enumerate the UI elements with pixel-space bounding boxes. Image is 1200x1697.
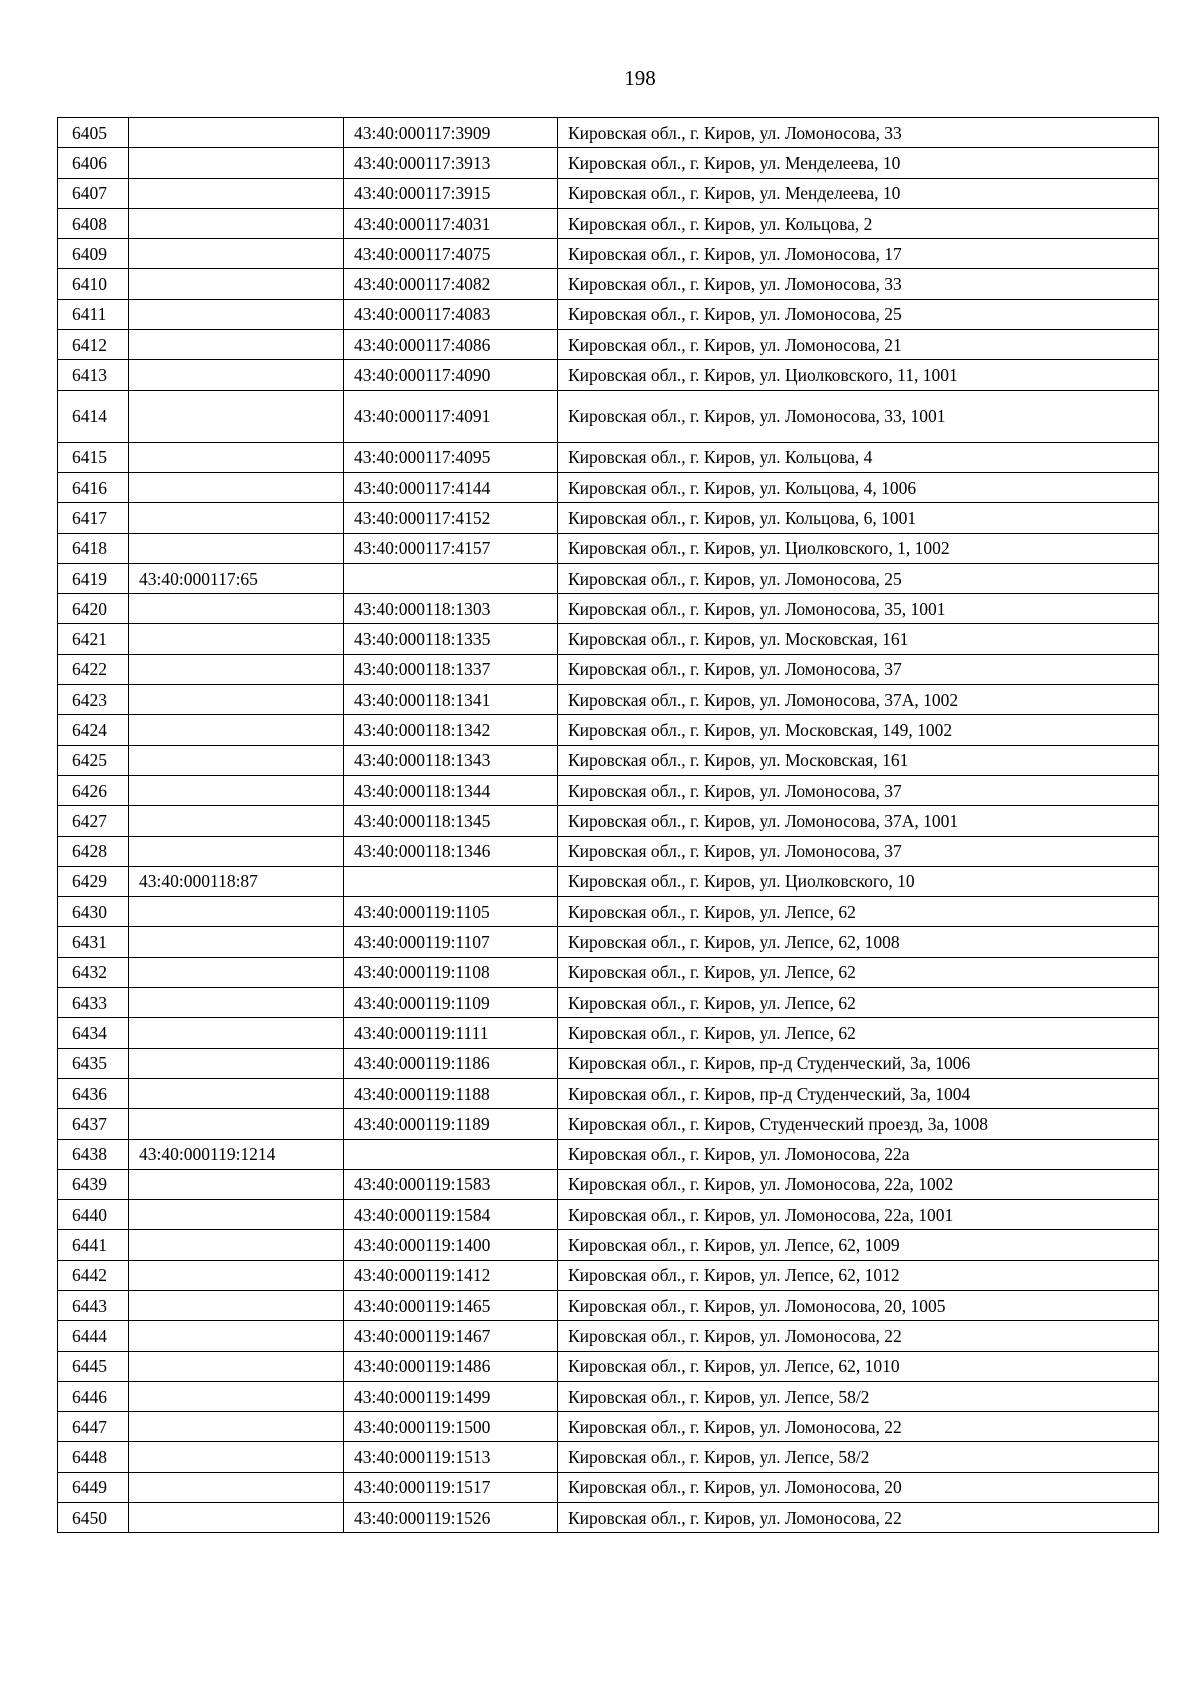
address-cell: Кировская обл., г. Киров, ул. Кольцова, 4	[558, 442, 1159, 472]
address-cell: Кировская обл., г. Киров, ул. Ломоносова, 22	[558, 1321, 1159, 1351]
parcel-cadastral-number-cell	[129, 472, 344, 502]
parcel-cadastral-number-cell	[129, 148, 344, 178]
row-number-cell: 6405	[58, 118, 129, 148]
parcel-cadastral-number-cell	[129, 988, 344, 1018]
table-row	[58, 299, 1159, 329]
table-row	[58, 118, 1159, 148]
table-row	[58, 1321, 1159, 1351]
parcel-cadastral-number-cell	[129, 360, 344, 390]
object-cadastral-number-cell: 43:40:000117:4086	[344, 330, 558, 360]
object-cadastral-number-cell: 43:40:000117:4090	[344, 360, 558, 390]
address-cell: Кировская обл., г. Киров, ул. Менделеева, 10	[558, 148, 1159, 178]
table-row	[58, 442, 1159, 472]
parcel-cadastral-number-cell	[129, 269, 344, 299]
table-row	[58, 654, 1159, 684]
table-row	[58, 1200, 1159, 1230]
row-number-cell: 6422	[58, 654, 129, 684]
row-number-cell: 6423	[58, 685, 129, 715]
parcel-cadastral-number-cell	[129, 1048, 344, 1078]
table-row	[58, 836, 1159, 866]
row-number-cell: 6433	[58, 988, 129, 1018]
table-row	[58, 1048, 1159, 1078]
parcel-cadastral-number-cell	[129, 1018, 344, 1048]
parcel-cadastral-number-cell	[129, 1200, 344, 1230]
table-row	[58, 1472, 1159, 1502]
parcel-cadastral-number-cell	[129, 1290, 344, 1320]
parcel-cadastral-number-cell	[129, 654, 344, 684]
table-row	[58, 594, 1159, 624]
parcel-cadastral-number-cell	[129, 1472, 344, 1502]
object-cadastral-number-cell	[344, 866, 558, 896]
row-number-cell: 6432	[58, 957, 129, 987]
parcel-cadastral-number-cell	[129, 178, 344, 208]
parcel-cadastral-number-cell	[129, 1503, 344, 1533]
address-cell: Кировская обл., г. Киров, Студенческий проезд, 3а, 1008	[558, 1109, 1159, 1139]
row-number-cell: 6419	[58, 563, 129, 593]
parcel-cadastral-number-cell	[129, 118, 344, 148]
table-row	[58, 806, 1159, 836]
table-row	[58, 1169, 1159, 1199]
row-number-cell: 6428	[58, 836, 129, 866]
table-row	[58, 178, 1159, 208]
address-cell: Кировская обл., г. Киров, пр-д Студенческий, 3а, 1004	[558, 1078, 1159, 1108]
address-cell: Кировская обл., г. Киров, ул. Кольцова, 6, 1001	[558, 503, 1159, 533]
row-number-cell: 6438	[58, 1139, 129, 1169]
parcel-cadastral-number-cell	[129, 745, 344, 775]
address-cell: Кировская обл., г. Киров, ул. Лепсе, 58/2	[558, 1381, 1159, 1411]
parcel-cadastral-number-cell: 43:40:000117:65	[129, 563, 344, 593]
address-cell: Кировская обл., г. Киров, ул. Циолковского, 11, 1001	[558, 360, 1159, 390]
object-cadastral-number-cell: 43:40:000118:1345	[344, 806, 558, 836]
row-number-cell: 6414	[58, 390, 129, 442]
table-row	[58, 1078, 1159, 1108]
object-cadastral-number-cell: 43:40:000117:4091	[344, 390, 558, 442]
object-cadastral-number-cell: 43:40:000119:1107	[344, 927, 558, 957]
address-cell: Кировская обл., г. Киров, ул. Ломоносова, 22а	[558, 1139, 1159, 1169]
address-cell: Кировская обл., г. Киров, ул. Ломоносова, 37А, 1001	[558, 806, 1159, 836]
address-cell: Кировская обл., г. Киров, ул. Ломоносова, 17	[558, 239, 1159, 269]
parcel-cadastral-number-cell	[129, 594, 344, 624]
parcel-cadastral-number-cell	[129, 390, 344, 442]
address-cell: Кировская обл., г. Киров, пр-д Студенческий, 3а, 1006	[558, 1048, 1159, 1078]
row-number-cell: 6434	[58, 1018, 129, 1048]
address-cell: Кировская обл., г. Киров, ул. Ломоносова, 25	[558, 299, 1159, 329]
table-row	[58, 1290, 1159, 1320]
address-cell: Кировская обл., г. Киров, ул. Кольцова, 2	[558, 208, 1159, 238]
address-cell: Кировская обл., г. Киров, ул. Лепсе, 62, 1009	[558, 1230, 1159, 1260]
address-cell: Кировская обл., г. Киров, ул. Лепсе, 62, 1012	[558, 1260, 1159, 1290]
table-row	[58, 503, 1159, 533]
parcel-cadastral-number-cell	[129, 624, 344, 654]
parcel-cadastral-number-cell	[129, 897, 344, 927]
table-row	[58, 1139, 1159, 1169]
table-row	[58, 148, 1159, 178]
table-row	[58, 1381, 1159, 1411]
address-cell: Кировская обл., г. Киров, ул. Ломоносова, 21	[558, 330, 1159, 360]
parcel-cadastral-number-cell	[129, 1169, 344, 1199]
object-cadastral-number-cell: 43:40:000117:4075	[344, 239, 558, 269]
object-cadastral-number-cell: 43:40:000119:1465	[344, 1290, 558, 1320]
object-cadastral-number-cell: 43:40:000119:1500	[344, 1412, 558, 1442]
object-cadastral-number-cell	[344, 1139, 558, 1169]
address-cell: Кировская обл., г. Киров, ул. Лепсе, 62	[558, 988, 1159, 1018]
object-cadastral-number-cell: 43:40:000119:1526	[344, 1503, 558, 1533]
address-cell: Кировская обл., г. Киров, ул. Кольцова, 4, 1006	[558, 472, 1159, 502]
row-number-cell: 6408	[58, 208, 129, 238]
table-row	[58, 208, 1159, 238]
object-cadastral-number-cell: 43:40:000119:1111	[344, 1018, 558, 1048]
address-cell: Кировская обл., г. Киров, ул. Лепсе, 62	[558, 1018, 1159, 1048]
object-cadastral-number-cell: 43:40:000118:1344	[344, 775, 558, 805]
parcel-cadastral-number-cell	[129, 806, 344, 836]
table-row	[58, 1503, 1159, 1533]
row-number-cell: 6439	[58, 1169, 129, 1199]
object-cadastral-number-cell: 43:40:000119:1108	[344, 957, 558, 987]
parcel-cadastral-number-cell	[129, 1442, 344, 1472]
table-row	[58, 360, 1159, 390]
address-cell: Кировская обл., г. Киров, ул. Московская, 161	[558, 745, 1159, 775]
row-number-cell: 6441	[58, 1230, 129, 1260]
table-row	[58, 715, 1159, 745]
parcel-cadastral-number-cell: 43:40:000119:1214	[129, 1139, 344, 1169]
address-cell: Кировская обл., г. Киров, ул. Лепсе, 62, 1008	[558, 927, 1159, 957]
table-row	[58, 1109, 1159, 1139]
row-number-cell: 6445	[58, 1351, 129, 1381]
object-cadastral-number-cell: 43:40:000119:1400	[344, 1230, 558, 1260]
object-cadastral-number-cell: 43:40:000117:4031	[344, 208, 558, 238]
row-number-cell: 6413	[58, 360, 129, 390]
row-number-cell: 6421	[58, 624, 129, 654]
table-row	[58, 957, 1159, 987]
table-row	[58, 685, 1159, 715]
address-cell: Кировская обл., г. Киров, ул. Московская, 149, 1002	[558, 715, 1159, 745]
registry-table	[57, 117, 1159, 1533]
address-cell: Кировская обл., г. Киров, ул. Ломоносова, 20	[558, 1472, 1159, 1502]
table-row	[58, 1260, 1159, 1290]
row-number-cell: 6431	[58, 927, 129, 957]
address-cell: Кировская обл., г. Киров, ул. Ломоносова, 22а, 1001	[558, 1200, 1159, 1230]
parcel-cadastral-number-cell	[129, 1381, 344, 1411]
address-cell: Кировская обл., г. Киров, ул. Циолковского, 1, 1002	[558, 533, 1159, 563]
row-number-cell: 6449	[58, 1472, 129, 1502]
table-row	[58, 1442, 1159, 1472]
table-row	[58, 239, 1159, 269]
row-number-cell: 6411	[58, 299, 129, 329]
row-number-cell: 6446	[58, 1381, 129, 1411]
row-number-cell: 6410	[58, 269, 129, 299]
address-cell: Кировская обл., г. Киров, ул. Циолковского, 10	[558, 866, 1159, 896]
parcel-cadastral-number-cell	[129, 685, 344, 715]
address-cell: Кировская обл., г. Киров, ул. Ломоносова, 37А, 1002	[558, 685, 1159, 715]
address-cell: Кировская обл., г. Киров, ул. Ломоносова, 33	[558, 118, 1159, 148]
object-cadastral-number-cell: 43:40:000118:1335	[344, 624, 558, 654]
object-cadastral-number-cell: 43:40:000117:3915	[344, 178, 558, 208]
address-cell: Кировская обл., г. Киров, ул. Ломоносова, 35, 1001	[558, 594, 1159, 624]
row-number-cell: 6420	[58, 594, 129, 624]
row-number-cell: 6447	[58, 1412, 129, 1442]
table-row	[58, 472, 1159, 502]
object-cadastral-number-cell: 43:40:000119:1486	[344, 1351, 558, 1381]
object-cadastral-number-cell: 43:40:000119:1499	[344, 1381, 558, 1411]
table-row	[58, 988, 1159, 1018]
row-number-cell: 6426	[58, 775, 129, 805]
row-number-cell: 6444	[58, 1321, 129, 1351]
table-row	[58, 269, 1159, 299]
table-row	[58, 563, 1159, 593]
table-row	[58, 390, 1159, 442]
row-number-cell: 6440	[58, 1200, 129, 1230]
object-cadastral-number-cell: 43:40:000119:1467	[344, 1321, 558, 1351]
table-row	[58, 745, 1159, 775]
address-cell: Кировская обл., г. Киров, ул. Ломоносова, 20, 1005	[558, 1290, 1159, 1320]
address-cell: Кировская обл., г. Киров, ул. Лепсе, 58/2	[558, 1442, 1159, 1472]
object-cadastral-number-cell: 43:40:000119:1105	[344, 897, 558, 927]
registry-table-body	[58, 118, 1159, 1533]
object-cadastral-number-cell: 43:40:000118:1337	[344, 654, 558, 684]
address-cell: Кировская обл., г. Киров, ул. Ломоносова, 22	[558, 1412, 1159, 1442]
parcel-cadastral-number-cell	[129, 239, 344, 269]
object-cadastral-number-cell: 43:40:000119:1584	[344, 1200, 558, 1230]
object-cadastral-number-cell: 43:40:000117:4144	[344, 472, 558, 502]
row-number-cell: 6437	[58, 1109, 129, 1139]
row-number-cell: 6435	[58, 1048, 129, 1078]
address-cell: Кировская обл., г. Киров, ул. Ломоносова, 37	[558, 775, 1159, 805]
row-number-cell: 6412	[58, 330, 129, 360]
row-number-cell: 6427	[58, 806, 129, 836]
row-number-cell: 6442	[58, 1260, 129, 1290]
row-number-cell: 6450	[58, 1503, 129, 1533]
row-number-cell: 6448	[58, 1442, 129, 1472]
address-cell: Кировская обл., г. Киров, ул. Ломоносова, 22	[558, 1503, 1159, 1533]
address-cell: Кировская обл., г. Киров, ул. Московская, 161	[558, 624, 1159, 654]
row-number-cell: 6406	[58, 148, 129, 178]
parcel-cadastral-number-cell	[129, 775, 344, 805]
parcel-cadastral-number-cell	[129, 1321, 344, 1351]
object-cadastral-number-cell: 43:40:000117:4157	[344, 533, 558, 563]
address-cell: Кировская обл., г. Киров, ул. Ломоносова, 37	[558, 654, 1159, 684]
object-cadastral-number-cell: 43:40:000119:1186	[344, 1048, 558, 1078]
parcel-cadastral-number-cell	[129, 1109, 344, 1139]
table-row	[58, 330, 1159, 360]
object-cadastral-number-cell: 43:40:000117:3909	[344, 118, 558, 148]
object-cadastral-number-cell: 43:40:000117:4095	[344, 442, 558, 472]
parcel-cadastral-number-cell	[129, 715, 344, 745]
parcel-cadastral-number-cell	[129, 533, 344, 563]
parcel-cadastral-number-cell	[129, 503, 344, 533]
object-cadastral-number-cell: 43:40:000117:4082	[344, 269, 558, 299]
object-cadastral-number-cell: 43:40:000119:1189	[344, 1109, 558, 1139]
object-cadastral-number-cell: 43:40:000119:1517	[344, 1472, 558, 1502]
object-cadastral-number-cell: 43:40:000117:3913	[344, 148, 558, 178]
row-number-cell: 6409	[58, 239, 129, 269]
parcel-cadastral-number-cell	[129, 836, 344, 866]
table-row	[58, 866, 1159, 896]
address-cell: Кировская обл., г. Киров, ул. Ломоносова, 22а, 1002	[558, 1169, 1159, 1199]
row-number-cell: 6407	[58, 178, 129, 208]
parcel-cadastral-number-cell	[129, 330, 344, 360]
parcel-cadastral-number-cell	[129, 1230, 344, 1260]
row-number-cell: 6443	[58, 1290, 129, 1320]
table-row	[58, 533, 1159, 563]
object-cadastral-number-cell: 43:40:000118:1342	[344, 715, 558, 745]
parcel-cadastral-number-cell	[129, 442, 344, 472]
table-row	[58, 1412, 1159, 1442]
parcel-cadastral-number-cell	[129, 957, 344, 987]
object-cadastral-number-cell: 43:40:000118:1303	[344, 594, 558, 624]
row-number-cell: 6417	[58, 503, 129, 533]
address-cell: Кировская обл., г. Киров, ул. Ломоносова, 33	[558, 269, 1159, 299]
parcel-cadastral-number-cell	[129, 1351, 344, 1381]
table-row	[58, 1230, 1159, 1260]
parcel-cadastral-number-cell: 43:40:000118:87	[129, 866, 344, 896]
parcel-cadastral-number-cell	[129, 1078, 344, 1108]
object-cadastral-number-cell: 43:40:000119:1513	[344, 1442, 558, 1472]
address-cell: Кировская обл., г. Киров, ул. Ломоносова, 37	[558, 836, 1159, 866]
row-number-cell: 6424	[58, 715, 129, 745]
row-number-cell: 6415	[58, 442, 129, 472]
object-cadastral-number-cell: 43:40:000117:4083	[344, 299, 558, 329]
row-number-cell: 6436	[58, 1078, 129, 1108]
address-cell: Кировская обл., г. Киров, ул. Лепсе, 62, 1010	[558, 1351, 1159, 1381]
object-cadastral-number-cell: 43:40:000119:1188	[344, 1078, 558, 1108]
object-cadastral-number-cell: 43:40:000119:1583	[344, 1169, 558, 1199]
address-cell: Кировская обл., г. Киров, ул. Лепсе, 62	[558, 957, 1159, 987]
address-cell: Кировская обл., г. Киров, ул. Лепсе, 62	[558, 897, 1159, 927]
parcel-cadastral-number-cell	[129, 927, 344, 957]
row-number-cell: 6430	[58, 897, 129, 927]
parcel-cadastral-number-cell	[129, 1260, 344, 1290]
row-number-cell: 6418	[58, 533, 129, 563]
address-cell: Кировская обл., г. Киров, ул. Ломоносова, 33, 1001	[558, 390, 1159, 442]
table-row	[58, 624, 1159, 654]
table-row	[58, 1018, 1159, 1048]
object-cadastral-number-cell: 43:40:000119:1109	[344, 988, 558, 1018]
object-cadastral-number-cell: 43:40:000118:1346	[344, 836, 558, 866]
object-cadastral-number-cell: 43:40:000118:1341	[344, 685, 558, 715]
table-row	[58, 1351, 1159, 1381]
row-number-cell: 6416	[58, 472, 129, 502]
object-cadastral-number-cell	[344, 563, 558, 593]
object-cadastral-number-cell: 43:40:000119:1412	[344, 1260, 558, 1290]
object-cadastral-number-cell: 43:40:000117:4152	[344, 503, 558, 533]
object-cadastral-number-cell: 43:40:000118:1343	[344, 745, 558, 775]
row-number-cell: 6429	[58, 866, 129, 896]
table-row	[58, 775, 1159, 805]
parcel-cadastral-number-cell	[129, 1412, 344, 1442]
address-cell: Кировская обл., г. Киров, ул. Ломоносова, 25	[558, 563, 1159, 593]
table-row	[58, 897, 1159, 927]
parcel-cadastral-number-cell	[129, 208, 344, 238]
table-row	[58, 927, 1159, 957]
parcel-cadastral-number-cell	[129, 299, 344, 329]
row-number-cell: 6425	[58, 745, 129, 775]
page-number: 198	[624, 66, 656, 90]
address-cell: Кировская обл., г. Киров, ул. Менделеева, 10	[558, 178, 1159, 208]
